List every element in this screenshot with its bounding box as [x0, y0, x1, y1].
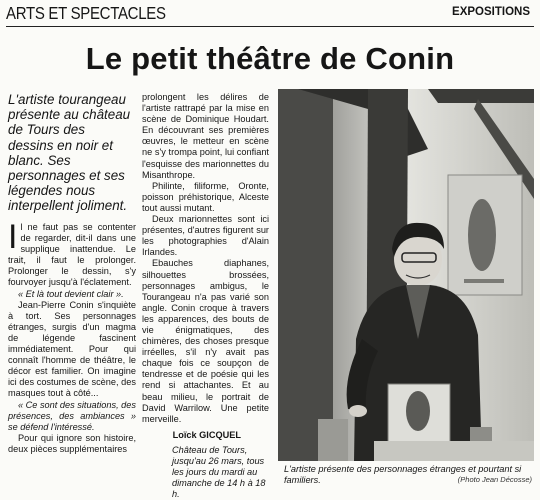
exhibition-info: Château de Tours, jusqu'au 26 mars, tous les jours du mardi au dimanche de 14 h à 18 h.	[172, 444, 266, 500]
lead-paragraph: L'artiste tourangeau présente au château de Tours des dessins en noir et blanc. Ses personnages et ses légendes nous interpellent joliment.	[8, 92, 131, 214]
photo-credit: (Photo Jean Décosse)	[457, 475, 532, 484]
headline: Le petit théâtre de Conin	[85, 41, 455, 76]
article-photo	[278, 89, 534, 461]
section-label: EXPOSITIONS	[452, 6, 530, 18]
header-rule	[6, 26, 534, 27]
photo-artist-with-artwork	[278, 89, 534, 461]
rubric-title: ARTS ET SPECTACLES	[6, 4, 166, 24]
author-signature: Loïck GICQUEL	[172, 429, 241, 440]
article-paragraph: Ebauches diaphanes, silhouettes brossées, personnages ambigus, le Tourangeau n'a pas varié son angle. Conin croque à travers les apparences, des bouts de vie énigmatiques, des chimères, des choses presque irréelles, s'il n'y avait pas chaque fois ce soupçon de tendresse et de poésie qui les rend si attachantes. Et au beau milieu, le portrait de David Warrilow. Une petite merveille.	[142, 258, 269, 424]
article-paragraph: Philinte, filiforme, Oronte, poisson préhistorique, Alceste tout aussi mutant.	[142, 180, 269, 213]
article-column-2	[142, 92, 269, 500]
article-paragraph: prolongent les délires de l'artiste rattrapé par la mise en scène de Dominique Houdart. En découvrant ses premières œuvres, le metteur en scène ne s'y trompa point, lui confiant l'esquisse des marionnettes du Misanthrope.	[142, 92, 269, 180]
article-paragraph: Il ne faut pas se contenter de regarder, dit-il dans une supplique inattendue. Le trait, il faut le prolonger. Prolonger le dessin, s'y fourvoyer jusqu'à l'éclatement.	[8, 218, 136, 288]
article-column-1	[8, 218, 136, 455]
drop-cap: I	[8, 218, 18, 256]
article-paragraph: Pour qui ignore son histoire, deux pièces supplémentaires	[8, 432, 136, 454]
photo-caption: L'artiste présente des personnages étranges et pourtant si familiers.	[284, 464, 522, 485]
article-paragraph: Deux marionnettes sont ici présentes, d'autres figurent sur les photographies d'Alain Irlandes.	[142, 214, 269, 258]
article-paragraph: Jean-Pierre Conin s'inquiète à tort. Ses personnages étranges, surgis d'un magma de légende fascinent immédiatement. Pour qui connaît l'homme de théâtre, le décor est familier. On imagine ici des costumes de scène, des masques tout à côté...	[8, 299, 136, 399]
article-quote: « Et là tout devient clair ».	[18, 288, 124, 299]
article-quote: « Ce sont des situations, des présences, des ambiances » se défend l'intéressé.	[8, 399, 136, 432]
